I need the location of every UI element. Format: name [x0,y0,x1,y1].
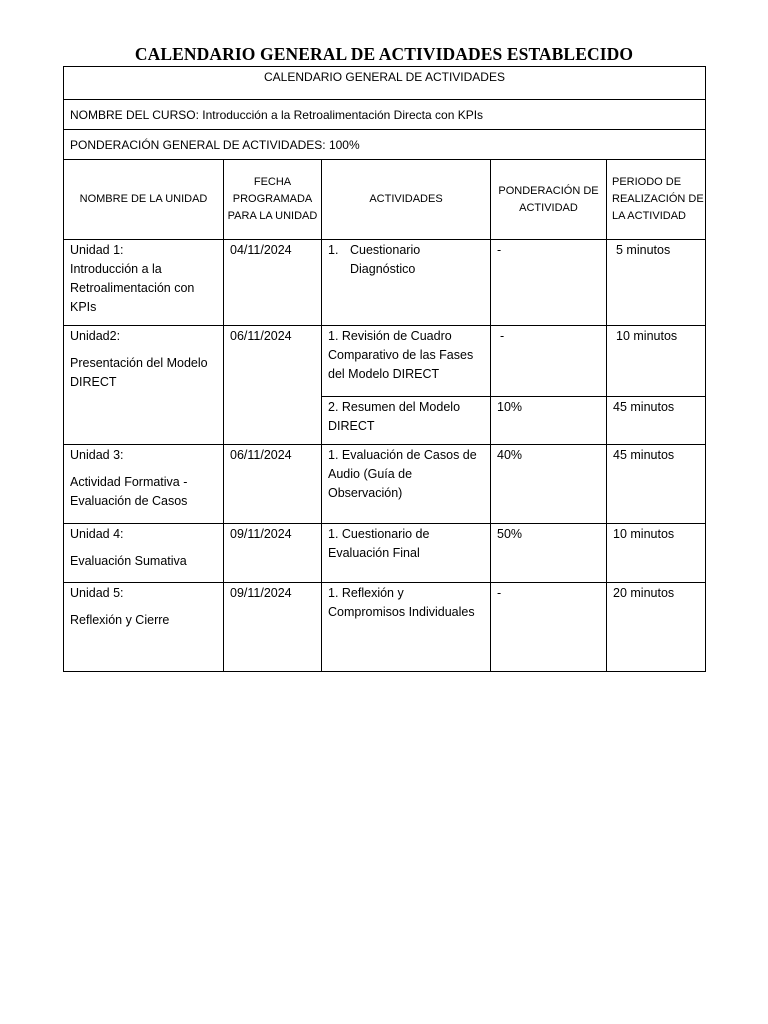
unit-label: Unidad 4: [70,527,124,541]
date-cell: 06/11/2024 [224,326,322,445]
header-weight: PONDERACIÓN DE ACTIVIDAD [491,160,607,240]
table-banner: CALENDARIO GENERAL DE ACTIVIDADES [64,67,706,100]
unit-name: Actividad Formativa - Evaluación de Casos [70,475,188,508]
weight-cell: - [491,583,607,672]
date-cell: 09/11/2024 [224,524,322,583]
table-row [64,524,706,583]
weight-cell: - [491,326,607,397]
header-unit: NOMBRE DE LA UNIDAD [64,160,224,240]
unit-label: Unidad 1: [70,243,124,257]
header-activities: ACTIVIDADES [322,160,491,240]
unit-label: Unidad 3: [70,448,124,462]
period-cell: 10 minutos [607,524,706,583]
activity-cell: 2. Resumen del Modelo DIRECT [322,397,491,445]
table-row [64,240,706,326]
weight-cell: 40% [491,445,607,524]
weight-cell: 10% [491,397,607,445]
unit-cell [64,445,224,524]
period-cell: 5 minutos [607,240,706,326]
unit-cell [64,583,224,672]
unit-name: Presentación del Modelo DIRECT [70,356,208,389]
header-date: FECHA PROGRAMADA PARA LA UNIDAD [224,160,322,240]
activity-cell: 1. Revisión de Cuadro Comparativo de las Fases del Modelo DIRECT [322,326,491,397]
activity-cell: 1. Evaluación de Casos de Audio (Guía de Observación) [322,445,491,524]
table-row [64,326,706,397]
table-row [64,583,706,672]
period-cell: 20 minutos [607,583,706,672]
unit-cell [64,524,224,583]
unit-cell [64,240,224,326]
unit-label: Unidad2: [70,329,121,343]
unit-name: Introducción a la Retroalimentación con KPIs [70,262,195,314]
unit-cell [64,326,224,445]
weight-cell: - [491,240,607,326]
date-cell: 09/11/2024 [224,583,322,672]
date-cell: 04/11/2024 [224,240,322,326]
course-name: NOMBRE DEL CURSO: Introducción a la Retroalimentación Directa con KPIs [64,100,706,130]
period-cell: 45 minutos [607,397,706,445]
weighting-row [64,130,706,160]
activity-cell: 1. Cuestionario de Evaluación Final [322,524,491,583]
header-row [64,160,706,240]
general-weighting: PONDERACIÓN GENERAL DE ACTIVIDADES: 100% [64,130,706,160]
weight-cell: 50% [491,524,607,583]
period-cell: 45 minutos [607,445,706,524]
period-cell: 10 minutos [607,326,706,397]
activities-calendar-table [63,66,706,672]
unit-name: Evaluación Sumativa [70,554,187,568]
activity-number: 1. [328,243,339,257]
course-row [64,100,706,130]
table-row [64,445,706,524]
date-cell: 06/11/2024 [224,445,322,524]
header-period: PERIODO DE REALIZACIÓN DE LA ACTIVIDAD [607,160,706,240]
activity-cell [322,240,491,326]
activity-cell: 1. Reflexión y Compromisos Individuales [322,583,491,672]
unit-name: Reflexión y Cierre [70,613,170,627]
document-title: CALENDARIO GENERAL DE ACTIVIDADES ESTABLECIDO [134,44,634,64]
banner-row [64,67,706,100]
unit-label: Unidad 5: [70,586,124,600]
activity-text: Cuestionario Diagnóstico [350,243,421,276]
